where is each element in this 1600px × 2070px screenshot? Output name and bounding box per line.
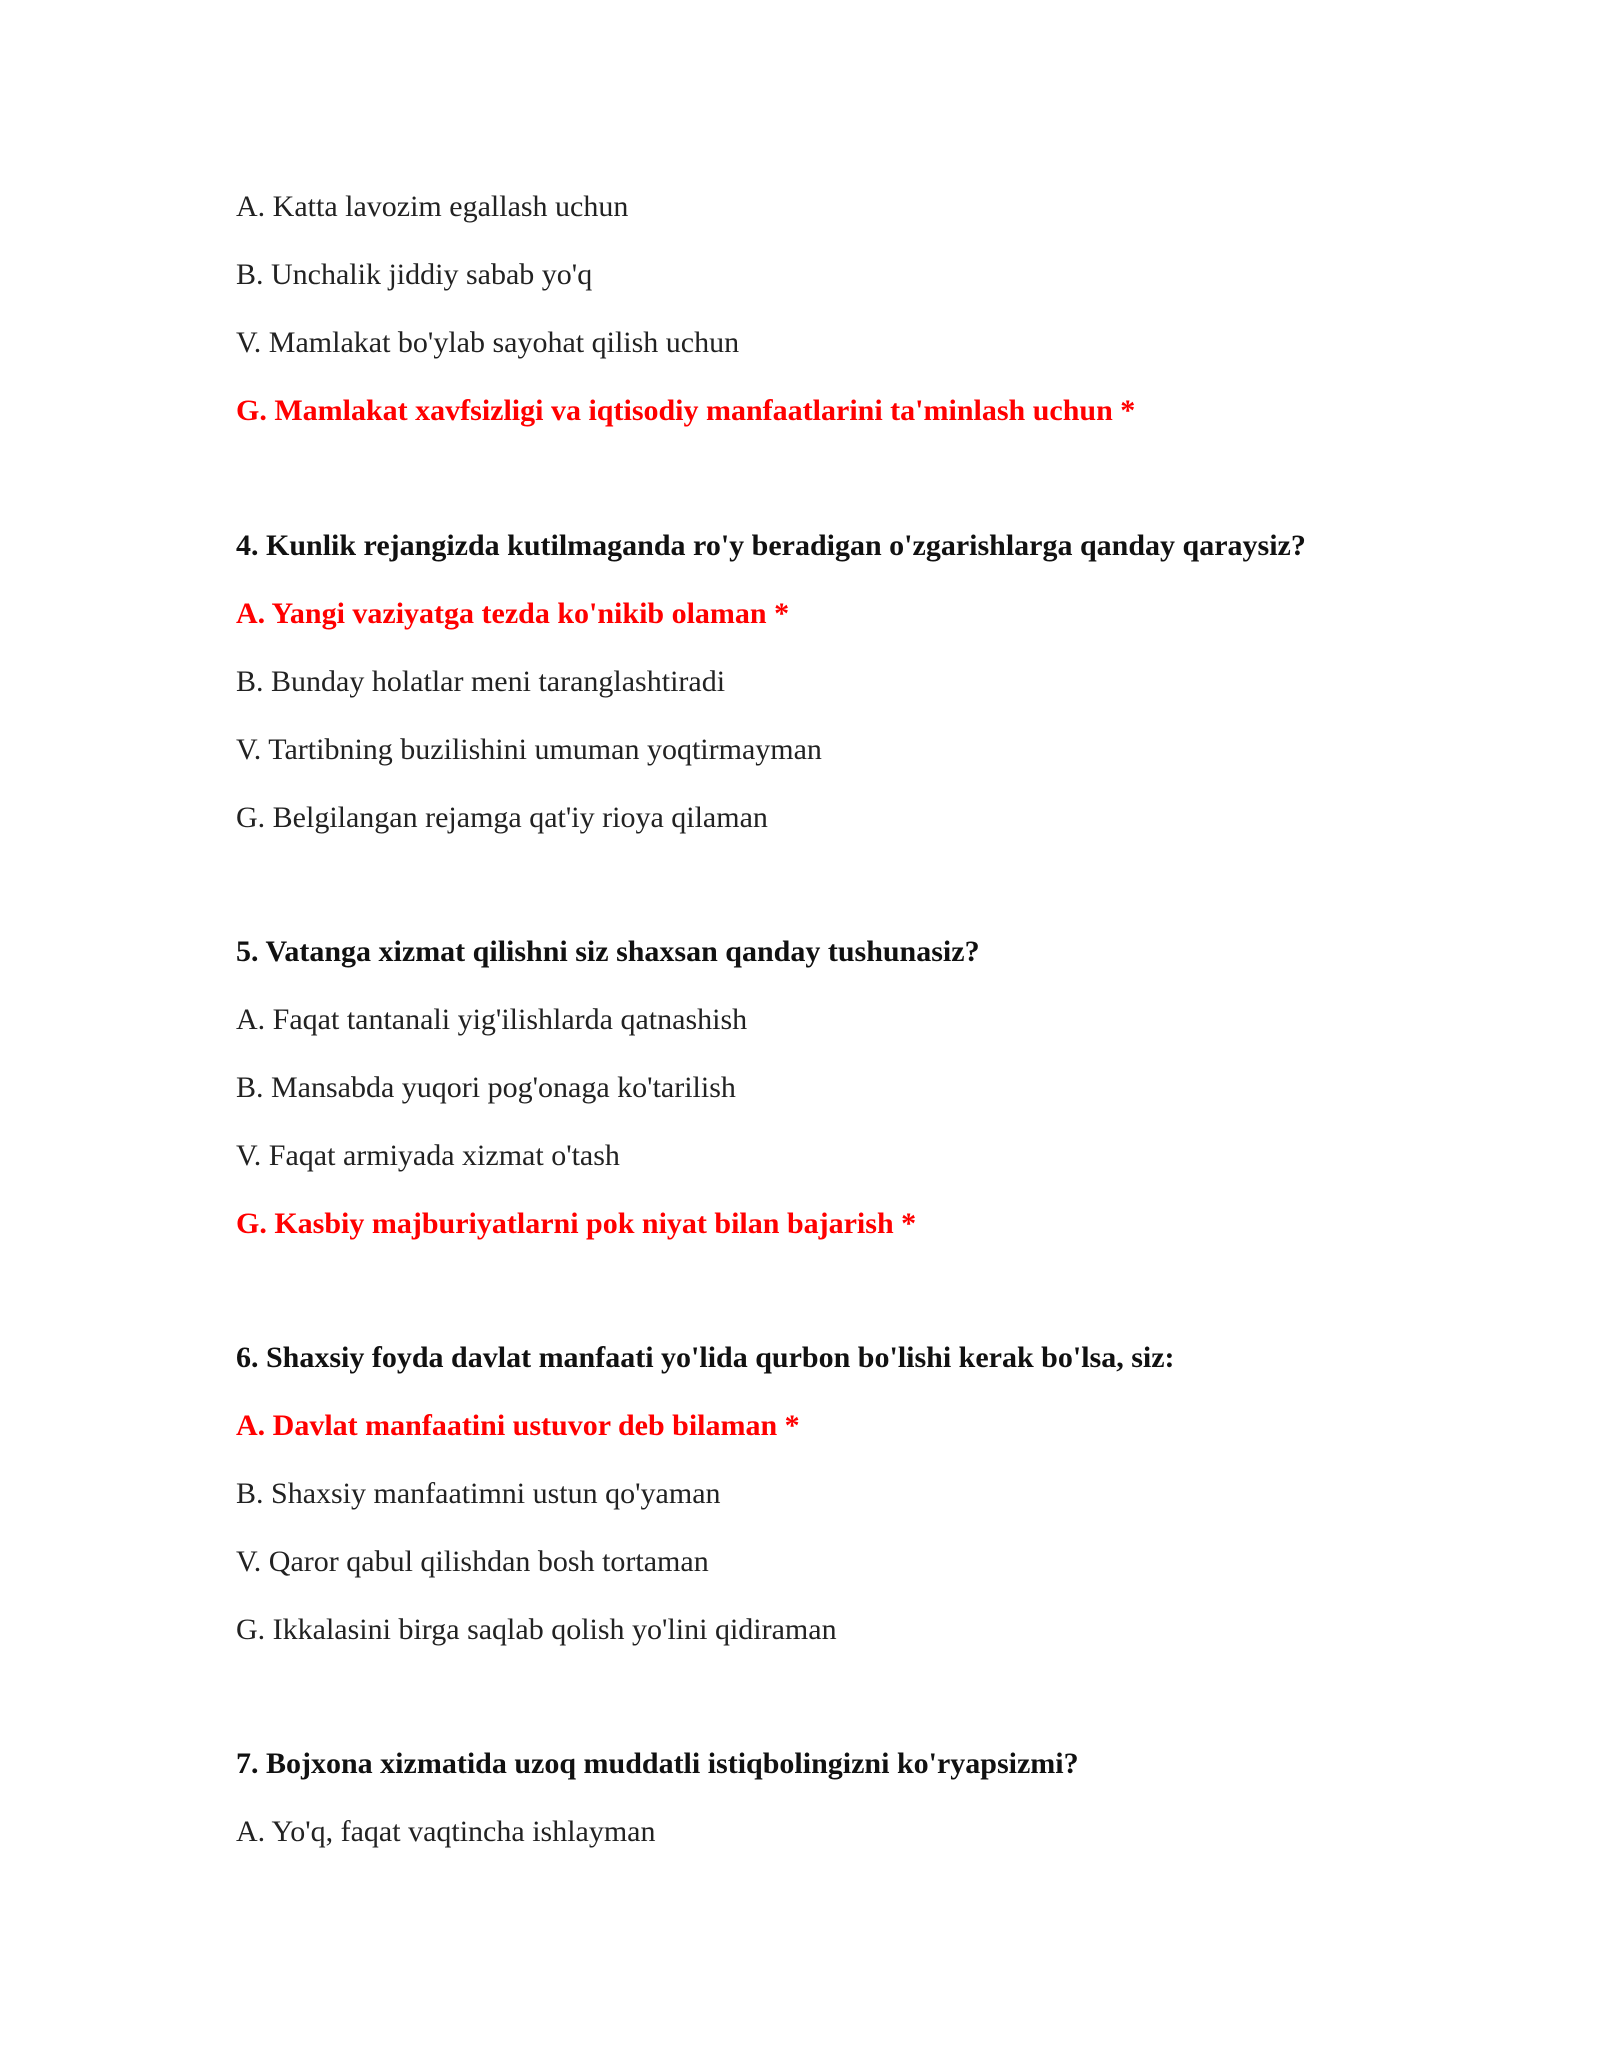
option-b: B. Unchalik jiddiy sabab yo'q: [236, 258, 593, 291]
correct-option-a: A. Davlat manfaatini ustuvor deb bilaman *: [236, 1409, 800, 1442]
question-4: 4. Kunlik rejangizda kutilmaganda ro'y beradigan o'zgarishlarga qanday qaraysiz?: [236, 529, 1306, 562]
option-b: B. Bunday holatlar meni taranglashtiradi: [236, 665, 726, 698]
correct-option-g: G. Mamlakat xavfsizligi va iqtisodiy manfaatlarini ta'minlash uchun *: [236, 394, 1136, 427]
correct-option-a: A. Yangi vaziyatga tezda ko'nikib olaman *: [236, 597, 790, 630]
option-v: V. Qaror qabul qilishdan bosh tortaman: [236, 1545, 709, 1578]
option-v: V. Tartibning buzilishini umuman yoqtirmayman: [236, 733, 822, 766]
question-6: 6. Shaxsiy foyda davlat manfaati yo'lida qurbon bo'lishi kerak bo'lsa, siz:: [236, 1341, 1175, 1374]
option-a: A. Katta lavozim egallash uchun: [236, 190, 629, 223]
option-a: A. Yo'q, faqat vaqtincha ishlayman: [236, 1815, 656, 1848]
option-a: A. Faqat tantanali yig'ilishlarda qatnashish: [236, 1003, 748, 1036]
correct-option-g: G. Kasbiy majburiyatlarni pok niyat bilan bajarish *: [236, 1207, 917, 1240]
option-v: V. Faqat armiyada xizmat o'tash: [236, 1139, 620, 1172]
option-g: G. Ikkalasini birga saqlab qolish yo'lini qidiraman: [236, 1613, 837, 1646]
question-5: 5. Vatanga xizmat qilishni siz shaxsan qanday tushunasiz?: [236, 935, 980, 968]
option-b: B. Shaxsiy manfaatimni ustun qo'yaman: [236, 1477, 721, 1510]
option-v: V. Mamlakat bo'ylab sayohat qilish uchun: [236, 326, 740, 359]
option-g: G. Belgilangan rejamga qat'iy rioya qilaman: [236, 801, 768, 834]
question-7: 7. Bojxona xizmatida uzoq muddatli istiqbolingizni ko'ryapsizmi?: [236, 1747, 1079, 1780]
option-b: B. Mansabda yuqori pog'onaga ko'tarilish: [236, 1071, 736, 1104]
